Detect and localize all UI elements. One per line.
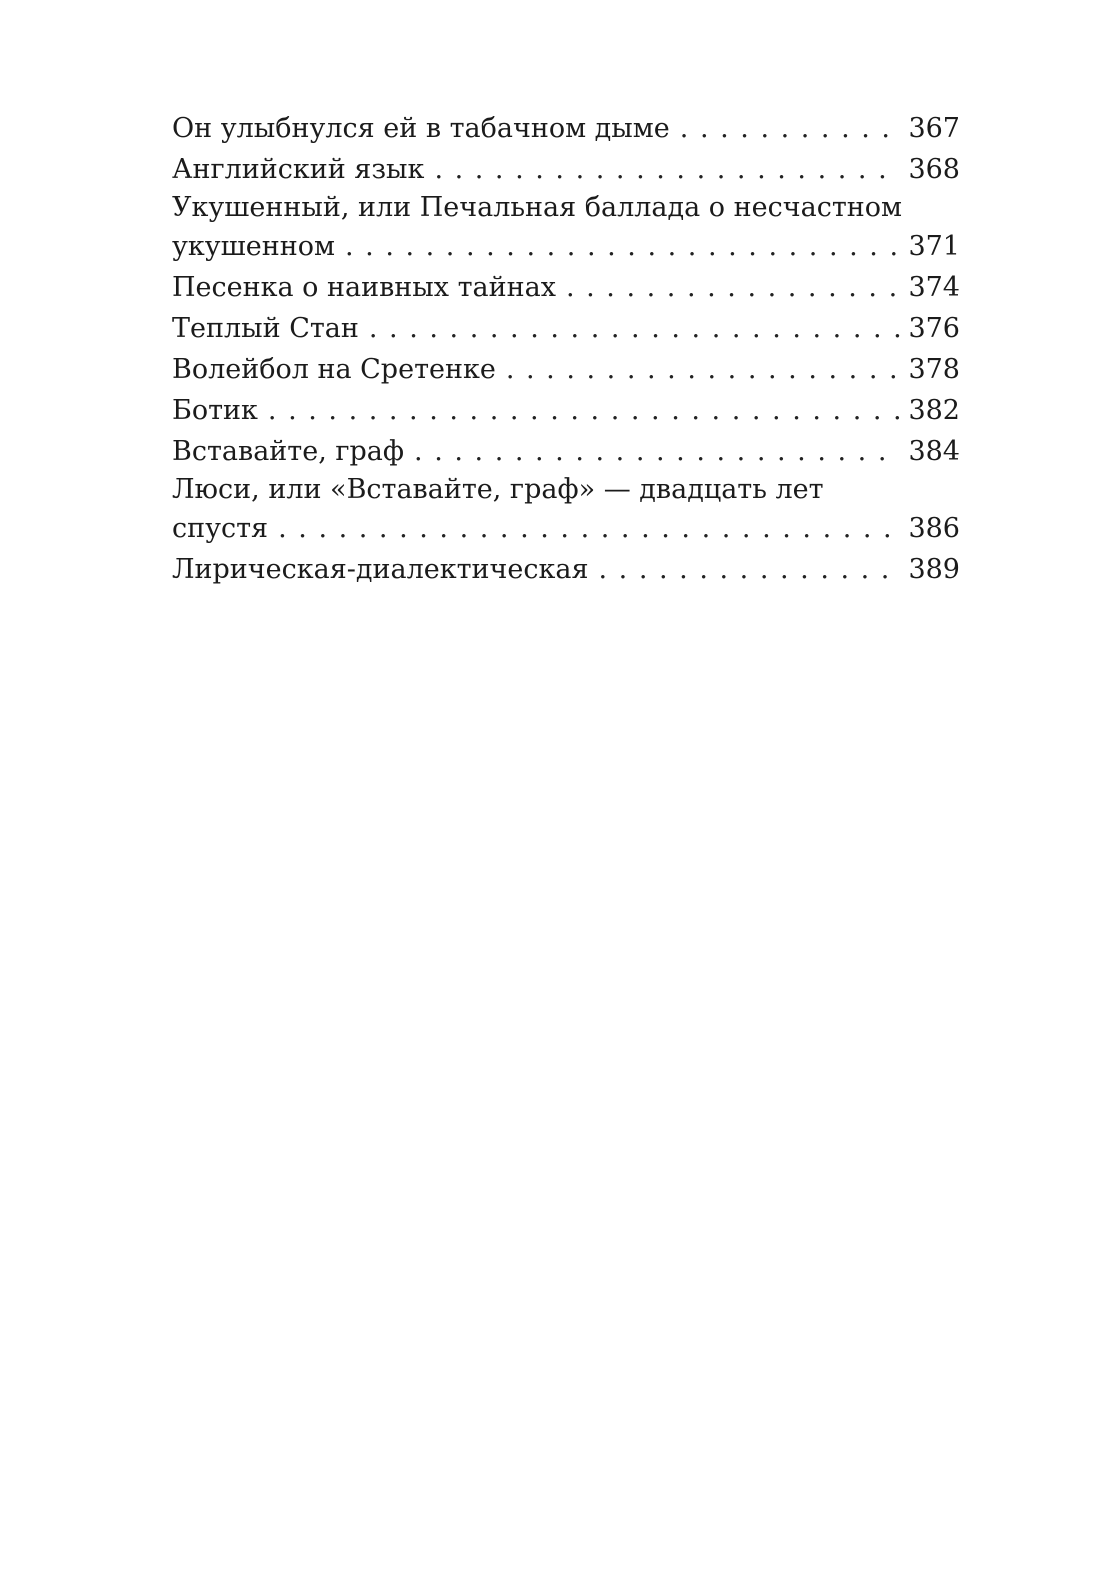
toc-entry-page: 368	[908, 154, 960, 185]
toc-entry-title: Теплый Стан	[172, 313, 359, 344]
toc-entry[interactable]	[172, 472, 960, 549]
toc-entry[interactable]	[172, 108, 960, 149]
toc-entry-page: 386	[908, 513, 960, 544]
toc-entry[interactable]	[172, 431, 960, 472]
toc-entry-title: Ботик	[172, 395, 258, 426]
dot-leader	[599, 549, 901, 590]
dot-leader	[680, 108, 901, 149]
toc-entry-title: Волейбол на Сретенке	[172, 354, 496, 385]
toc-entry-page: 376	[908, 313, 960, 344]
toc-entry[interactable]	[172, 349, 960, 390]
dot-leader	[345, 226, 900, 267]
dot-leader	[414, 431, 900, 472]
toc-entry-page: 371	[908, 231, 960, 262]
toc-entry-title: Песенка о наивных тайнах	[172, 272, 556, 303]
toc-entry-page: 382	[908, 395, 960, 426]
toc-entry[interactable]	[172, 390, 960, 431]
toc-entry[interactable]	[172, 308, 960, 349]
toc-entry-title: Вставайте, граф	[172, 436, 405, 467]
toc-entry[interactable]	[172, 549, 960, 590]
toc-entry[interactable]	[172, 190, 960, 267]
toc-entry-page: 378	[908, 354, 960, 385]
toc-entry-title: укушенном	[172, 231, 335, 262]
dot-leader	[506, 349, 901, 390]
table-of-contents	[172, 108, 960, 590]
toc-entry-page: 374	[908, 272, 960, 303]
toc-entry-title: Английский язык	[172, 154, 425, 185]
toc-entry-page: 389	[908, 554, 960, 585]
dot-leader	[278, 508, 900, 549]
toc-entry-title: спустя	[172, 513, 269, 544]
toc-entry-page: 367	[908, 113, 960, 144]
toc-entry[interactable]	[172, 149, 960, 190]
dot-leader	[566, 267, 901, 308]
dot-leader	[369, 308, 901, 349]
toc-entry-title-line1: Укушенный, или Печальная баллада о несчастном	[172, 192, 903, 223]
toc-entry[interactable]	[172, 267, 960, 308]
dot-leader	[434, 149, 900, 190]
toc-entry-title-line1: Люси, или «Вставайте, граф» — двадцать лет	[172, 474, 824, 505]
toc-entry-page: 384	[908, 436, 960, 467]
dot-leader	[268, 390, 901, 431]
toc-entry-title: Он улыбнулся ей в табачном дыме	[172, 113, 670, 144]
toc-entry-title: Лирическая-диалектическая	[172, 554, 589, 585]
